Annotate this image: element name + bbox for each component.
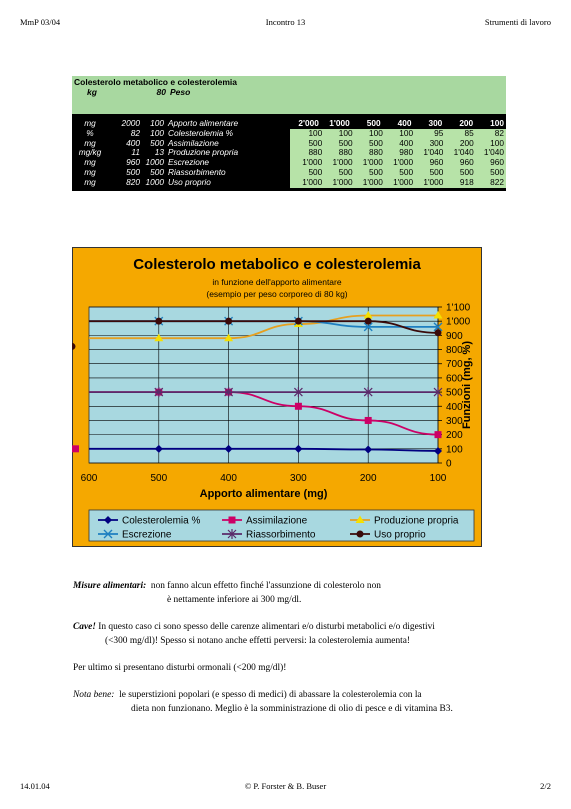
table-cell: 500 — [490, 166, 504, 177]
note-bene-key: Nota bene: — [73, 690, 115, 700]
table-cell: 500 — [308, 137, 323, 148]
y-axis-label: Funzioni (mg, %) — [461, 341, 473, 429]
data-point — [435, 329, 442, 336]
cell-label: Riassorbimento — [168, 166, 226, 177]
table-cell: 1'000 — [332, 157, 353, 168]
column-header: 2'000 — [298, 118, 319, 128]
cell-label: Escrezione — [168, 157, 210, 168]
table-cell: 500 — [369, 137, 383, 148]
note-cave-line1: In questo caso ci sono spesso delle carenze alimentari e/o disturbi metabolici e/o digestivi — [98, 622, 435, 632]
column-header: 200 — [459, 118, 474, 128]
table-cell: 880 — [369, 147, 383, 158]
cell-b: 100 — [150, 118, 164, 128]
cell-unit: mg/kg — [78, 147, 102, 158]
table-cell: 85 — [464, 127, 474, 138]
data-point — [155, 318, 162, 325]
cell-unit: mg — [84, 157, 96, 168]
cell-label: Assimilazione — [168, 137, 219, 148]
cell-unit: mg — [84, 166, 96, 177]
table-cell: 100 — [308, 127, 323, 138]
cell-b: 500 — [150, 137, 164, 148]
data-point — [365, 417, 372, 424]
cell-b: 100 — [150, 127, 164, 138]
table-value-columns — [290, 114, 506, 191]
note-misure-line2: è nettamente inferiore ai 300 mg/dl. — [167, 594, 302, 605]
y-tick-label: 600 — [446, 373, 463, 385]
cell-unit: mg — [84, 176, 96, 187]
note-misure-line1: non fanno alcun effetto finché l'assunzione di colesterolo non — [150, 581, 381, 591]
legend-label: Produzione propria — [374, 515, 459, 527]
legend-label: Assimilazione — [246, 515, 308, 527]
param-unit: kg — [87, 87, 97, 97]
y-tick-label: 800 — [446, 345, 463, 357]
table-cell: 880 — [338, 147, 353, 158]
data-point — [72, 445, 79, 452]
x-tick-label: 600 — [80, 473, 98, 484]
data-point — [435, 431, 442, 438]
data-point — [295, 318, 302, 325]
table-title-block — [72, 76, 506, 114]
table-cell: 1'000 — [393, 176, 414, 187]
param-label: Peso — [170, 87, 191, 97]
data-point — [225, 318, 232, 325]
footer-center: © P. Forster & B. Buser — [244, 781, 327, 791]
y-tick-label: 900 — [446, 330, 463, 342]
table-cell: 918 — [459, 176, 474, 187]
note-cave-key: Cave! — [73, 622, 96, 632]
data-point — [295, 403, 302, 410]
cell-a: 2000 — [121, 118, 140, 128]
x-tick-label: 100 — [429, 473, 447, 484]
chart-svg — [72, 247, 482, 547]
table-cell: 500 — [338, 137, 353, 148]
table-cell: 1'000 — [302, 176, 323, 187]
footer-left: 14.01.04 — [20, 781, 50, 791]
table-cell: 1'000 — [423, 176, 444, 187]
x-tick-label: 500 — [150, 473, 168, 484]
legend-marker — [357, 531, 364, 538]
cell-a: 820 — [126, 176, 140, 187]
note-misure-key: Misure alimentari: — [73, 581, 147, 591]
x-tick-label: 400 — [220, 473, 237, 484]
data-table — [72, 76, 506, 191]
legend-label: Colesterolemia % — [122, 515, 201, 527]
cell-label: Apporto alimentare — [168, 118, 239, 128]
table-cell: 500 — [338, 166, 353, 177]
line-chart — [72, 247, 482, 547]
y-tick-label: 1'000 — [446, 316, 471, 328]
table-cell: 1'000 — [332, 176, 353, 187]
cell-b: 1000 — [145, 176, 164, 187]
table-cell: 960 — [429, 157, 444, 168]
chart-subtitle: (esempio per peso corporeo di 80 kg) — [206, 289, 348, 299]
y-tick-label: 200 — [446, 430, 463, 442]
cell-label: Produzione propria — [168, 147, 239, 158]
cell-unit: % — [86, 127, 94, 138]
cell-b: 1000 — [145, 157, 164, 168]
table-cell: 980 — [399, 147, 414, 158]
table-body — [72, 114, 506, 191]
chart-subtitle: in funzione dell'apporto alimentare — [212, 277, 342, 287]
column-header: 100 — [490, 118, 505, 128]
x-tick-label: 200 — [359, 473, 377, 484]
cell-a: 960 — [126, 157, 140, 168]
note-cave — [73, 621, 513, 648]
param-value: 80 — [156, 87, 166, 97]
cell-a: 500 — [126, 166, 140, 177]
table-title: Colesterolo metabolico e colesterolemia — [74, 77, 237, 87]
table-cell: 822 — [490, 176, 504, 187]
table-cell: 500 — [308, 166, 323, 177]
table-cell: 100 — [399, 127, 414, 138]
table-cell: 400 — [399, 137, 414, 148]
y-tick-label: 100 — [446, 444, 463, 456]
cell-b: 13 — [154, 147, 164, 158]
legend-label: Escrezione — [122, 529, 172, 541]
cell-label: Colesterolemia % — [168, 127, 234, 138]
table-row-label — [72, 178, 290, 188]
column-header: 300 — [428, 118, 443, 128]
footer-right: 2/2 — [540, 781, 551, 791]
table-cell: 300 — [429, 137, 444, 148]
table-cell: 1'040 — [453, 147, 474, 158]
note-misure — [73, 580, 513, 607]
table-cell: 200 — [459, 137, 474, 148]
table-left-columns — [72, 114, 290, 191]
cell-a: 11 — [131, 147, 140, 158]
y-tick-label: 500 — [446, 387, 463, 399]
y-tick-label: 300 — [446, 415, 463, 427]
cell-b: 500 — [150, 166, 164, 177]
table-cell: 1'000 — [302, 157, 323, 168]
legend-label: Riassorbimento — [246, 529, 316, 541]
table-cell: 960 — [490, 157, 504, 168]
table-cell: 100 — [490, 137, 504, 148]
note-bene — [73, 689, 513, 716]
table-cell: 960 — [459, 157, 474, 168]
column-header: 400 — [397, 118, 412, 128]
cell-unit: mg — [84, 137, 96, 148]
table-cell: 1'000 — [362, 176, 383, 187]
table-cell: 100 — [338, 127, 353, 138]
note-bene-line1: le superstizioni popolari (e spesso di medici) di abassare la colesterolemia con la — [119, 690, 422, 700]
table-cell: 500 — [369, 166, 383, 177]
table-row — [290, 178, 506, 188]
y-tick-label: 0 — [446, 458, 452, 470]
y-tick-label: 1'100 — [446, 302, 471, 314]
header-center: Incontro 13 — [265, 17, 306, 27]
cell-unit: mg — [84, 118, 96, 128]
table-cell: 880 — [308, 147, 323, 158]
table-cell: 500 — [429, 166, 444, 177]
table-cell: 82 — [494, 127, 504, 138]
chart-title: Colesterolo metabolico e colesterolemia — [133, 256, 421, 273]
data-point — [365, 318, 372, 325]
note-bene-line2: dieta non funzionano. Meglio è la somministrazione di olio di pesce e di vitamina B3. — [131, 703, 453, 714]
column-header: 500 — [366, 118, 381, 128]
note-ormonali: Per ultimo si presentano disturbi ormonali (<200 mg/dl)! — [73, 663, 287, 673]
column-header: 1'000 — [329, 118, 350, 128]
table-cell: 1'040 — [483, 147, 504, 158]
table-cell: 500 — [459, 166, 474, 177]
y-tick-label: 400 — [446, 401, 463, 413]
cell-a: 82 — [130, 127, 140, 138]
table-cell: 100 — [369, 127, 383, 138]
table-cell: 500 — [399, 166, 414, 177]
x-tick-label: 300 — [290, 473, 307, 484]
cell-label: Uso proprio — [168, 176, 211, 187]
table-cell: 1'000 — [393, 157, 414, 168]
header-right: Strumenti di lavoro — [484, 17, 551, 27]
table-cell: 95 — [434, 127, 444, 138]
table-cell: 1'000 — [362, 157, 383, 168]
header-left: MmP 03/04 — [20, 17, 61, 27]
cell-a: 400 — [126, 137, 140, 148]
note-cave-line2: (<300 mg/dl)! Spesso si notano anche effetti perversi: la colesterolemia aumenta! — [105, 635, 411, 646]
table-cell: 1'040 — [423, 147, 444, 158]
legend-marker — [229, 517, 236, 524]
table-param — [74, 87, 504, 97]
legend-label: Uso proprio — [374, 529, 426, 541]
y-tick-label: 700 — [446, 359, 463, 371]
x-axis-label: Apporto alimentare (mg) — [199, 488, 328, 500]
